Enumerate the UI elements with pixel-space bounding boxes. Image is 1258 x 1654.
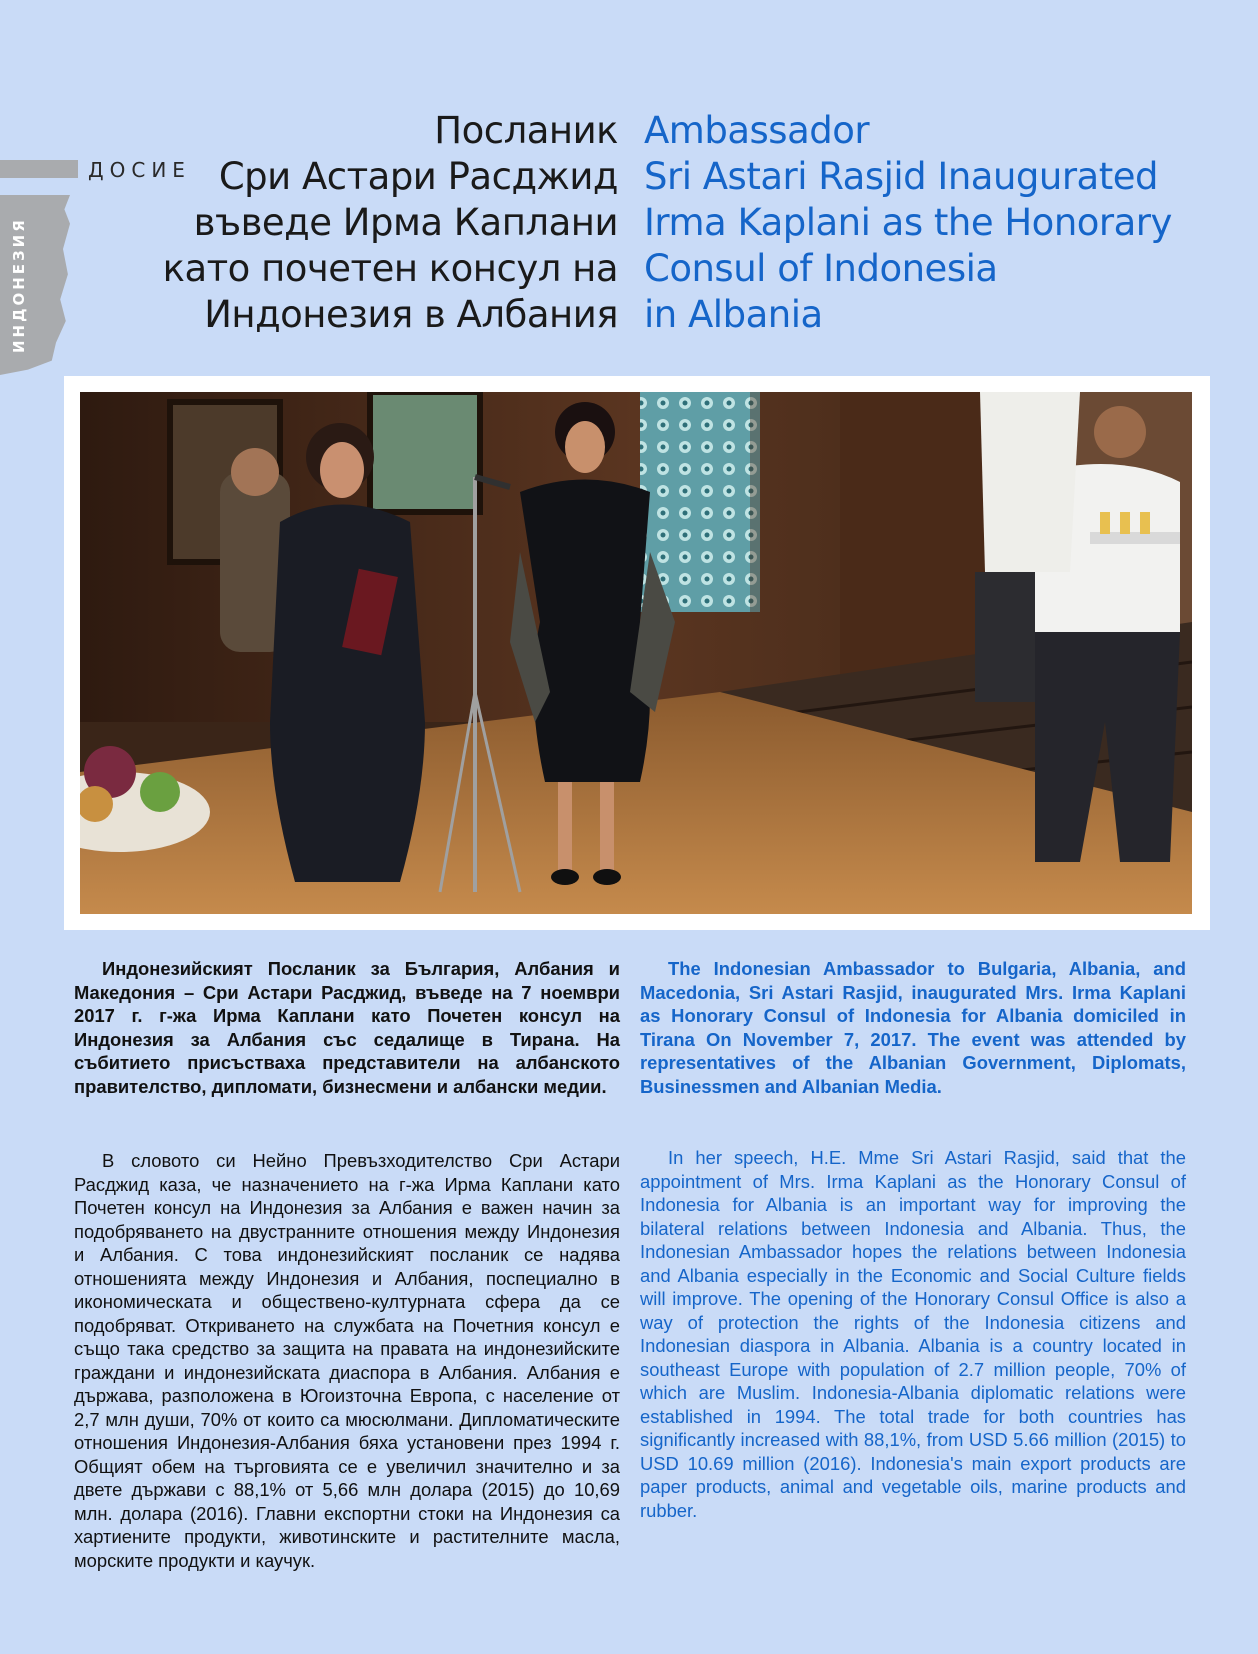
- body-bg-text: В словото си Нейно Превъзходителство Сри Астари Расджид каза, че назначението на г-жа Ирма Каплани като Почетен консул на Индонезия за Албания е важен начин за подобряването на двустранните отношения между Индонезия и Албания. С това индонезийският посланик се надява отношенията между Индонезия и Албания, поспециално в икономическата и обществено-културната сфера да се подобряват. Откриването на службата на Почетния консул е също така средство за защита на правата на индонезийските граждани и индонезийската диаспора в Албания. Албания е държава, разположена в Югоизточна Европа, с население от 2,7 млн души, 70% от които са мюсюлмани. Дипломатическите отношения Индонезия-Албания бяха установени през 1994 г. Общият обем на търговията се е увеличил значително и за двете държави с 88,1% от 5,66 млн долара (2015) до 10,69 млн. долара (2016). Главни експортни стоки на Индонезия са хартиените продукти, животинските и растителните масла, морските продукти и каучук.: [74, 1150, 620, 1571]
- headline-bg-line: Сри Астари Расджид: [218, 155, 618, 198]
- lead-paragraph-bulgarian: [74, 957, 620, 1098]
- headline-bulgarian: [58, 108, 618, 338]
- side-tab-label: ИНДОНЕЗИЯ: [10, 217, 28, 353]
- headline-en-line: Consul of Indonesia: [644, 247, 998, 290]
- headline-english: [644, 108, 1204, 338]
- body-en-text: In her speech, H.E. Mme Sri Astari Rasjid, said that the appointment of Mrs. Irma Kaplani as the Honorary Consul of Indonesia for Albania is an important way for improving the bilateral relations between Indonesia and Albania. Thus, the Indonesian Ambassador hopes the relations between Indonesia and Albania especially in the Economic and Social Culture fields will improve. The opening of the Honorary Consul Office is also a way of protection the rights of the Indonesia citizens and Indonesian diaspora in Albania. Albania is a country located in southeast Europe with population of 2.7 million people, 70% of which are Muslim. Indonesia-Albania diplomatic relations were established in 1994. The total trade for both countries has significantly increased with 88,1%, from USD 5.66 million (2015) to USD 10.69 million (2016). Indonesia's main export products are paper products, animal and vegetable oils, marine products and rubber.: [640, 1147, 1186, 1521]
- event-photo-illustration: [80, 392, 1192, 914]
- headline-en-line: in Albania: [644, 293, 823, 336]
- section-label: ДОСИЕ: [88, 158, 191, 182]
- lead-bg-text: Индонезийският Посланик за България, Албания и Македония – Сри Астари Расджид, въведе на 7 ноември 2017 г. г-жа Ирма Каплани като Почетен консул на Индонезия за Албания със седалище в Тирана. На събитието присъстваха представители на албанското правителство, дипломати, бизнесмени и албански медии.: [74, 958, 620, 1097]
- headline-bg-line: въведе Ирма Каплани: [193, 201, 618, 244]
- headline-bg-line: като почетен консул на: [162, 247, 618, 290]
- lead-en-text: The Indonesian Ambassador to Bulgaria, Albania, and Macedonia, Sri Astari Rasjid, inaugurated Mrs. Irma Kaplani as Honorary Consul of Indonesia for Albania domiciled in Tirana On November 7, 2017. The event was attended by representatives of the Albanian Government, Diplomats, Businessmen and Albanian Media.: [640, 958, 1186, 1097]
- headline-en-line: Irma Kaplani as the Honorary: [644, 201, 1172, 244]
- headline-en-line: Sri Astari Rasjid Inaugurated: [644, 155, 1158, 198]
- photo-frame: [64, 376, 1210, 930]
- headline-en-line: Ambassador: [644, 109, 870, 152]
- body-paragraph-english: [640, 1146, 1186, 1522]
- lead-paragraph-english: [640, 957, 1186, 1098]
- event-photo: [80, 392, 1192, 914]
- headline-bg-line: Индонезия в Албания: [204, 293, 618, 336]
- body-paragraph-bulgarian: [74, 1149, 620, 1572]
- headline-bg-line: Посланик: [434, 109, 618, 152]
